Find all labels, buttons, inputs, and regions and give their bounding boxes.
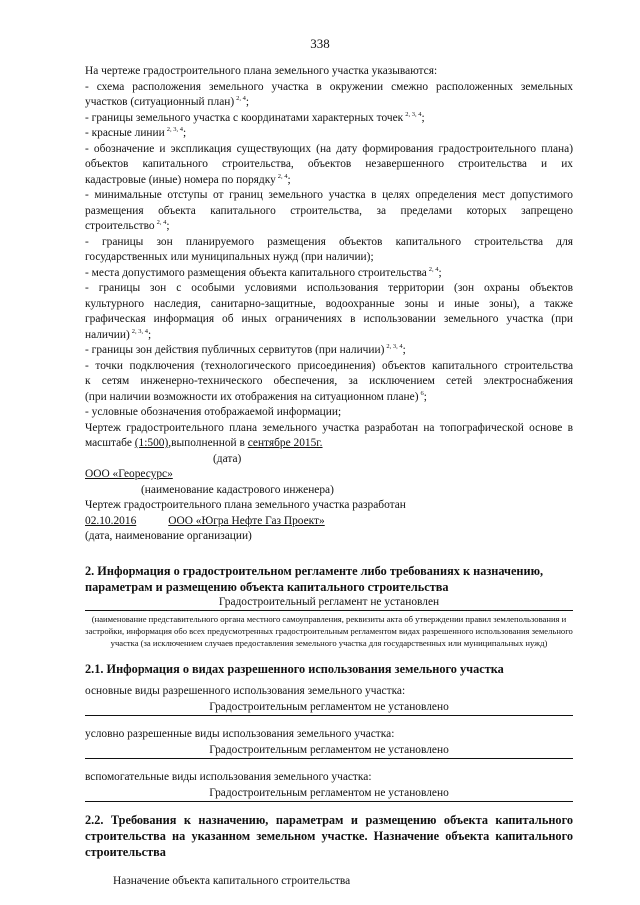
list-item: - точки подключения (технологического присоединения) объектов капитального строительства	[85, 359, 573, 372]
list-item: культурного наследия, санитарно-защитные, водоохранные зоны и иные зоны), а также	[85, 297, 573, 310]
list-item: - схема расположения земельного участка в окружении смежно расположенных земельных	[85, 80, 573, 93]
scale-value: (1:500)	[134, 437, 169, 449]
section-2-2-heading: 2.2. Требования к назначению, параметрам и размещению объекта капитального строительства на указанном земельном участке. Назначение объекта капитального строительства	[85, 813, 573, 859]
developer-line	[85, 514, 573, 530]
list-item: участков (ситуационный план) $^{2, 4}$;	[85, 95, 250, 108]
list-item: объектов капитального строительства, объектов незавершенного строительства и их	[85, 158, 573, 170]
engineer-name: ООО «Георесурс»	[85, 468, 173, 480]
list-item: (при наличии возможности их отображения на ситуационном плане) $^6$;	[85, 389, 427, 403]
list-item: - границы зон действия публичных сервитутов (при наличии) $^{2, 3, 4}$;	[85, 343, 406, 356]
list-item: к сетям инженерно-технического обеспечения, за исключением сетей электроснабжения	[85, 375, 573, 387]
drawing-info: Чертеж градостроительного плана земельного участка разработан на топографической основе в	[85, 421, 573, 434]
conditional-uses-label: условно разрешенные виды использования земельного участка:	[85, 728, 395, 740]
list-item: - красные линии $^{2, 3, 4}$;	[85, 126, 187, 139]
date-caption: (дата)	[213, 452, 242, 465]
regulation-value: Градостроительный регламент не установлен	[85, 595, 573, 612]
section-2-heading: 2. Информация о градостроительном регламенте либо требованиях к назначению, параметрам и размещению объекта капитального строительства	[85, 563, 544, 594]
list-item: - границы зон с особыми условиями использования территории (зон охраны объектов	[85, 282, 573, 294]
main-uses-value: Градостроительным регламентом не установлено	[85, 700, 573, 717]
list-item: государственных или муниципальных нужд (при наличии);	[85, 251, 374, 263]
auxiliary-uses-label: вспомогательные виды использования земельного участка:	[85, 771, 372, 783]
main-uses-label: основные виды разрешенного использования земельного участка:	[85, 685, 406, 697]
developer-caption: (дата, наименование организации)	[85, 530, 252, 542]
list-item: - границы зон планируемого размещения объектов капитального строительства для	[85, 235, 573, 248]
survey-date: сентябре 2015г.	[247, 437, 323, 449]
list-item: кадастровые (иные) номера по порядку $^{2, 4}$;	[85, 172, 291, 186]
list-item: наличии) $^{2, 3, 4}$;	[85, 327, 152, 341]
list-item: - обозначение и экспликация существующих (на дату формирования градостроительного плана)	[85, 142, 573, 155]
list-item: - границы земельного участка с координатами характерных точек $^{2, 3, 4}$;	[85, 110, 425, 124]
list-item: - условные обозначения отображаемой информации;	[85, 406, 342, 418]
list-item: размещения объекта капитального строительства, за пределами которых запрещено	[85, 204, 573, 217]
page-number: 338	[310, 36, 330, 51]
auxiliary-uses-value: Градостроительным регламентом не установлено	[85, 786, 573, 803]
engineer-caption: (наименование кадастрового инженера)	[141, 483, 334, 496]
list-item: - минимальные отступы от границ земельного участка в целях определения мест допустимого	[85, 189, 573, 201]
section-2-1-heading: 2.1. Информация о видах разрешенного использования земельного участка	[85, 662, 504, 676]
development-date: 02.10.2016	[85, 514, 137, 527]
list-item: - места допустимого размещения объекта капитального строительства $^{2, 4}$;	[85, 265, 442, 279]
conditional-uses-value: Градостроительным регламентом не установлено	[85, 743, 573, 760]
list-item: строительство $^{2, 4}$;	[85, 219, 170, 232]
developer-org: ООО «Югра Нефте Газ Проект»	[168, 514, 325, 527]
intro-line: На чертеже градостроительного плана земельного участка указываются:	[85, 65, 438, 77]
purpose-label: Назначение объекта капитального строительства	[113, 875, 351, 887]
regulation-caption: (наименование представительного органа местного самоуправления, реквизиты акта об утверждении правил землепользования и застройки, информация обо всех предусмотренных градостроительным регламентом видах разрешенного использования земельного участка (за исключением случаев предоставления земельного участка для государственных или муниципальных нужд)	[85, 614, 573, 648]
developed-by: Чертеж градостроительного плана земельного участка разработан	[85, 499, 406, 511]
drawing-scale: масштабе (1:500),выполненной в сентябре 2015г.	[85, 437, 323, 449]
list-item: графическая информация об иных ограничениях в использовании земельного участка (при	[85, 313, 573, 325]
document-body	[85, 64, 573, 890]
